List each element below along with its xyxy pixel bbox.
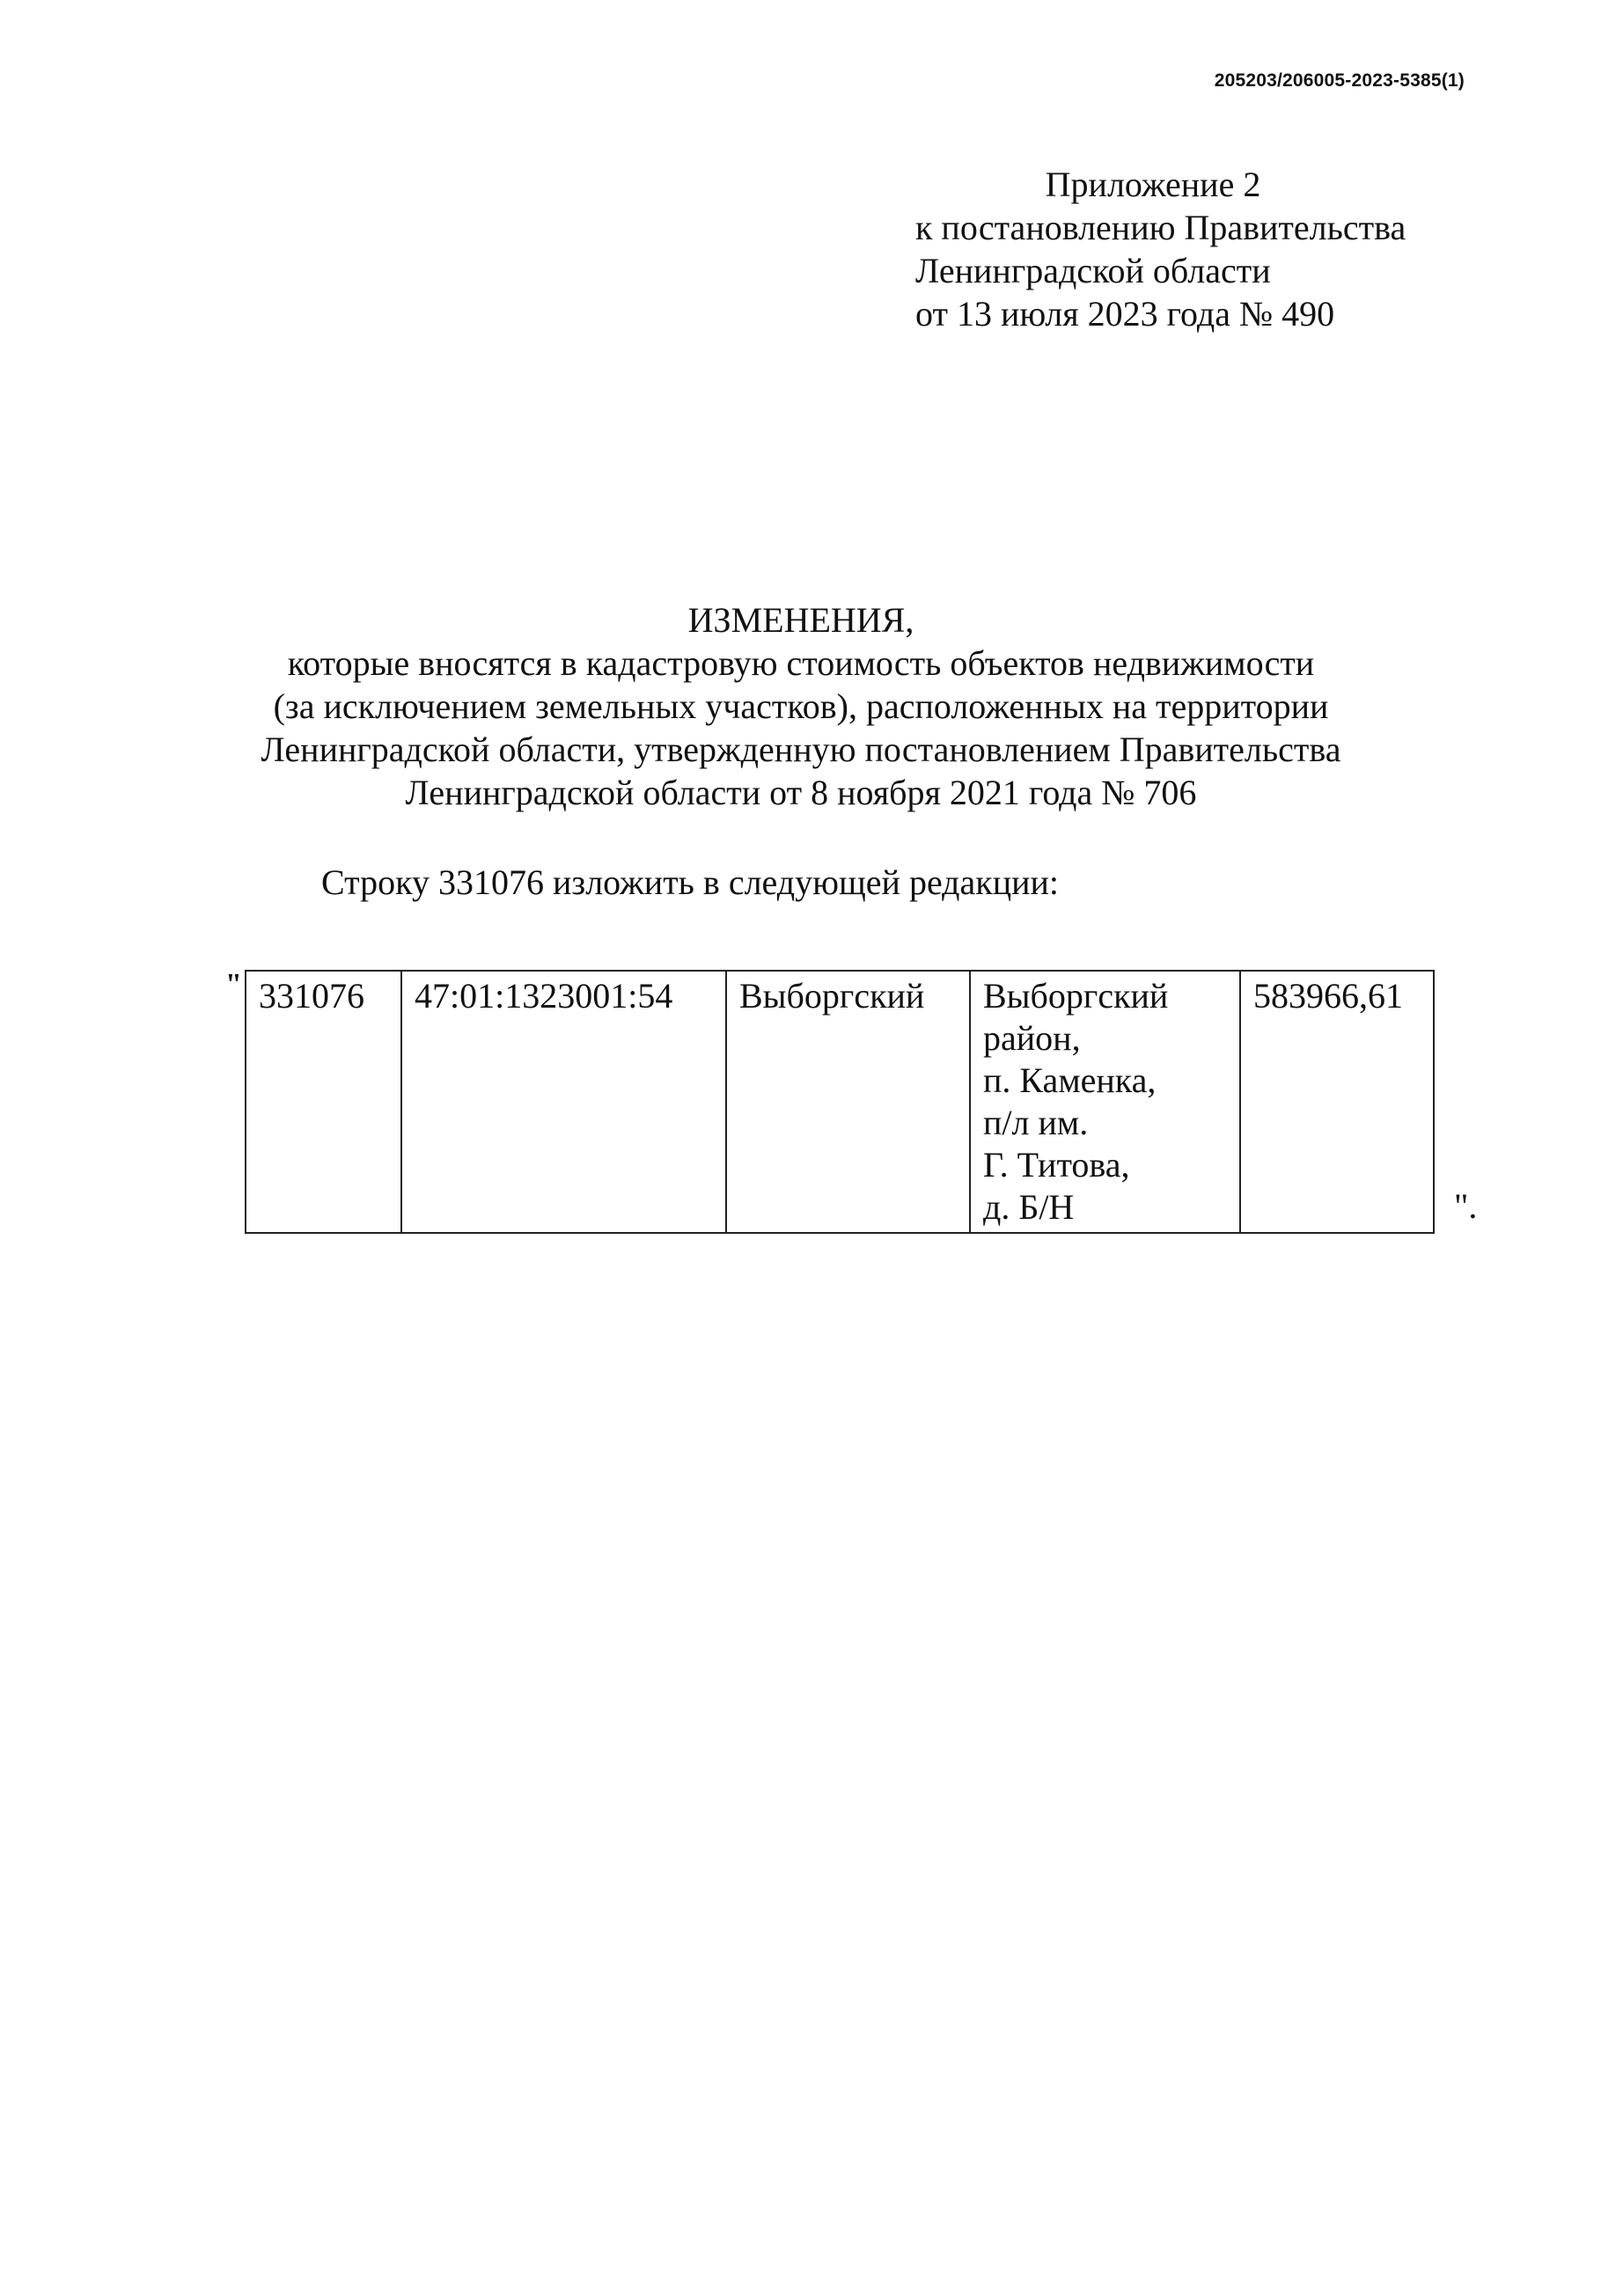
heading-line-2: (за исключением земельных участков), расположенных на территории — [273, 686, 1329, 726]
district-cell: Выборгский — [726, 971, 970, 1233]
heading-title: ИЗМЕНЕНИЯ, — [687, 600, 914, 640]
cadastral-value-cell: 583966,61 — [1240, 971, 1434, 1233]
closing-quote: ". — [1454, 1186, 1478, 1226]
appendix-region-line: Ленинградской области — [915, 251, 1271, 290]
address-line: д. Б/Н — [983, 1187, 1075, 1227]
heading-line-4: Ленинградской области от 8 ноября 2021 года № 706 — [405, 773, 1197, 812]
appendix-title: Приложение 2 — [1045, 165, 1261, 204]
row-number-cell: 331076 — [246, 971, 401, 1233]
cadastral-number-cell: 47:01:1323001:54 — [401, 971, 726, 1233]
document-heading — [158, 598, 1443, 814]
opening-quote: " — [225, 968, 242, 1001]
address-line: Выборгский — [983, 976, 1169, 1016]
address-line: п. Каменка, — [983, 1060, 1157, 1100]
address-cell — [970, 971, 1240, 1233]
appendix-reference-line: к постановлению Правительства — [915, 208, 1406, 247]
cadastral-value-table — [245, 970, 1435, 1234]
instruction-text: Строку 331076 изложить в следующей редакции: — [321, 862, 1060, 902]
address-line: Г. Титова, — [983, 1145, 1130, 1185]
appendix-date-line: от 13 июля 2023 года № 490 — [915, 294, 1335, 334]
table-row — [246, 971, 1434, 1233]
heading-line-3: Ленинградской области, утвержденную постановлением Правительства — [261, 730, 1341, 769]
heading-line-1: которые вносятся в кадастровую стоимость объектов недвижимости — [287, 643, 1315, 683]
address-line: п/л им. — [983, 1103, 1089, 1142]
appendix-header — [915, 163, 1549, 335]
address-line: район, — [983, 1018, 1081, 1058]
document-registration-number: 205203/206005-2023-5385(1) — [1214, 70, 1465, 91]
